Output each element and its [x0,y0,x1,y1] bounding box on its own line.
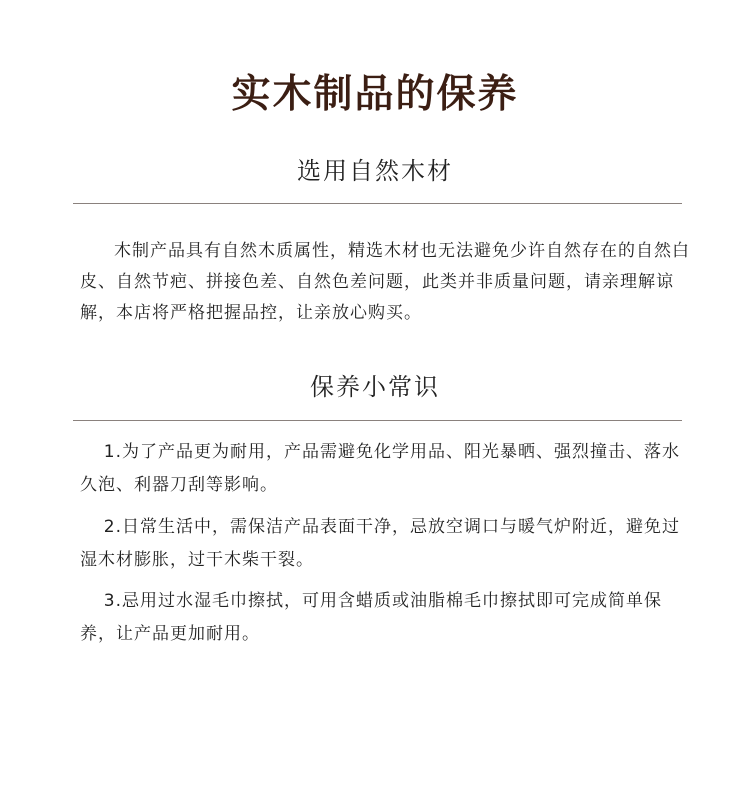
section-heading-care-tips: 保养小常识 [310,373,440,401]
page-title: 实木制品的保养 [231,71,519,117]
section-divider [73,420,682,421]
section-divider [73,203,682,204]
care-tip-item: 1.为了产品更为耐用，产品需避免化学用品、阳光暴晒、强烈撞击、落水久泡、利器刀刮等影响。 [80,442,681,495]
care-tip-item: 3.忌用过水湿毛巾擦拭，可用含蜡质或油脂棉毛巾擦拭即可完成简单保养，让产品更加耐用。 [80,591,663,644]
section-heading-natural-wood: 选用自然木材 [297,157,453,185]
care-tip-item: 2.日常生活中，需保洁产品表面干净，忌放空调口与暖气炉附近，避免过湿木材膨胀，过干木柴干裂。 [80,517,681,570]
natural-wood-paragraph: 木制产品具有自然木质属性，精选木材也无法避免少许自然存在的自然白皮、自然节疤、拼接色差、自然色差问题，此类并非质量问题，请亲理解谅解，本店将严格把握品控，让亲放心购买。 [80,241,690,323]
